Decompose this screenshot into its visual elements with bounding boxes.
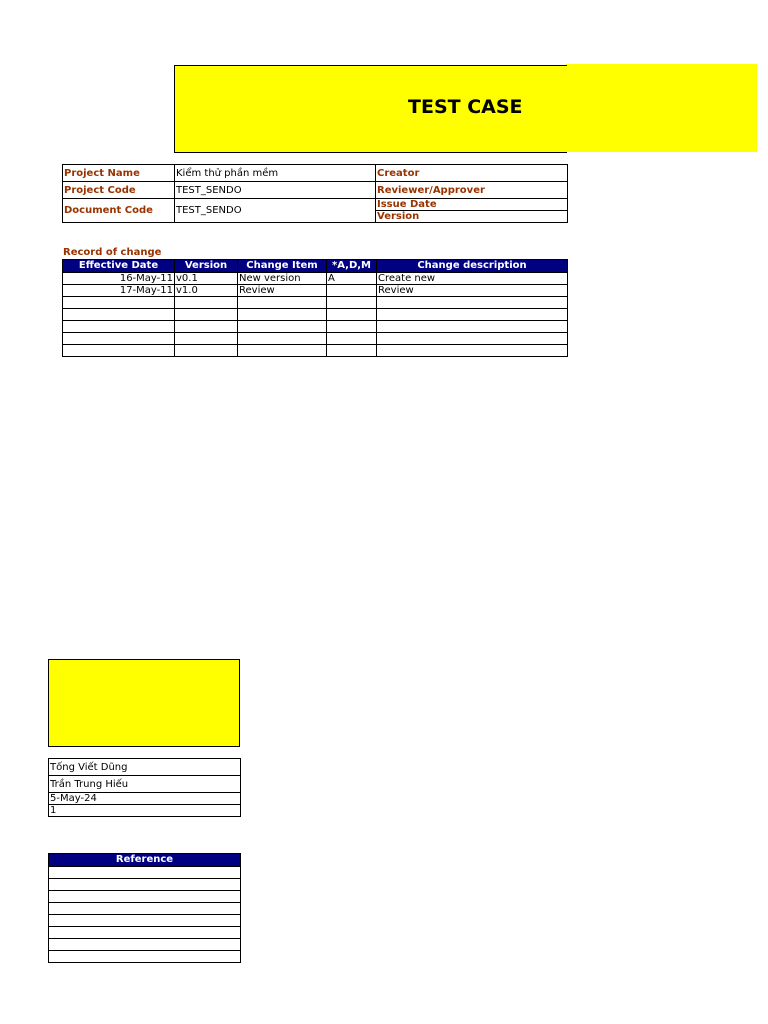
reviewer-value: Trần Trung Hiếu (49, 776, 241, 793)
project-code-value: TEST_SENDO (175, 182, 376, 199)
table-row (49, 903, 241, 915)
effective-date-cell (63, 297, 175, 309)
reference-cell (49, 891, 241, 903)
reference-cell (49, 867, 241, 879)
change-item-cell (238, 309, 327, 321)
reference-table (48, 853, 241, 963)
version-cell (175, 321, 238, 333)
table-row (63, 297, 568, 309)
table-row (63, 345, 568, 357)
table-row (63, 273, 568, 285)
table-row (63, 285, 568, 297)
col-adm: *A,D,M (327, 260, 377, 273)
table-row (63, 309, 568, 321)
table-row (49, 879, 241, 891)
project-name-label: Project Name (63, 165, 175, 182)
version-cell (175, 297, 238, 309)
document-code-label: Document Code (63, 199, 175, 223)
effective-date-cell (63, 333, 175, 345)
secondary-banner (48, 659, 240, 747)
reviewer-label: Reviewer/Approver (376, 182, 568, 199)
reference-cell (49, 879, 241, 891)
reference-heading: Reference (49, 854, 241, 867)
change-description-cell: Review (377, 285, 568, 297)
change-description-cell (377, 321, 568, 333)
change-item-cell: Review (238, 285, 327, 297)
change-item-cell (238, 321, 327, 333)
version-cell (175, 333, 238, 345)
table-row (63, 321, 568, 333)
adm-cell (327, 309, 377, 321)
effective-date-cell: 16-May-11 (63, 273, 175, 285)
reference-cell (49, 927, 241, 939)
adm-cell: A (327, 273, 377, 285)
record-of-change-table (62, 259, 568, 357)
effective-date-cell (63, 309, 175, 321)
issue-date-value: 5-May-24 (49, 793, 241, 805)
col-effective-date: Effective Date (63, 260, 175, 273)
version-cell: v0.1 (175, 273, 238, 285)
adm-cell (327, 333, 377, 345)
adm-cell (327, 345, 377, 357)
project-code-label: Project Code (63, 182, 175, 199)
effective-date-cell: 17-May-11 (63, 285, 175, 297)
reference-cell (49, 903, 241, 915)
change-description-cell (377, 345, 568, 357)
version-cell (175, 309, 238, 321)
page-title: TEST CASE (408, 96, 523, 118)
table-row (49, 891, 241, 903)
adm-cell (327, 297, 377, 309)
record-of-change-heading: Record of change (63, 247, 162, 258)
version-cell: v1.0 (175, 285, 238, 297)
col-change-item: Change Item (238, 260, 327, 273)
table-row (49, 915, 241, 927)
change-item-cell (238, 345, 327, 357)
change-description-cell (377, 333, 568, 345)
change-description-cell (377, 309, 568, 321)
creator-value: Tống Viết Dũng (49, 759, 241, 776)
change-description-cell (377, 297, 568, 309)
reference-cell (49, 939, 241, 951)
change-description-cell: Create new (377, 273, 568, 285)
project-name-value: Kiểm thử phần mềm (175, 165, 376, 182)
version-value: 1 (49, 805, 241, 817)
info-values-table (48, 758, 241, 817)
table-row (49, 939, 241, 951)
adm-cell (327, 321, 377, 333)
change-item-cell (238, 297, 327, 309)
adm-cell (327, 285, 377, 297)
table-row (49, 867, 241, 879)
effective-date-cell (63, 345, 175, 357)
version-label: Version (376, 211, 568, 223)
table-row (63, 333, 568, 345)
change-item-cell (238, 333, 327, 345)
col-version: Version (175, 260, 238, 273)
effective-date-cell (63, 321, 175, 333)
reference-cell (49, 951, 241, 963)
issue-date-label: Issue Date (376, 199, 568, 211)
col-change-description: Change description (377, 260, 568, 273)
title-banner-extension (566, 64, 757, 152)
table-row (49, 951, 241, 963)
version-cell (175, 345, 238, 357)
change-item-cell: New version (238, 273, 327, 285)
creator-label: Creator (376, 165, 568, 182)
document-code-value: TEST_SENDO (175, 199, 376, 223)
project-info-table (62, 164, 568, 223)
table-row (49, 927, 241, 939)
title-banner (174, 65, 567, 153)
reference-cell (49, 915, 241, 927)
